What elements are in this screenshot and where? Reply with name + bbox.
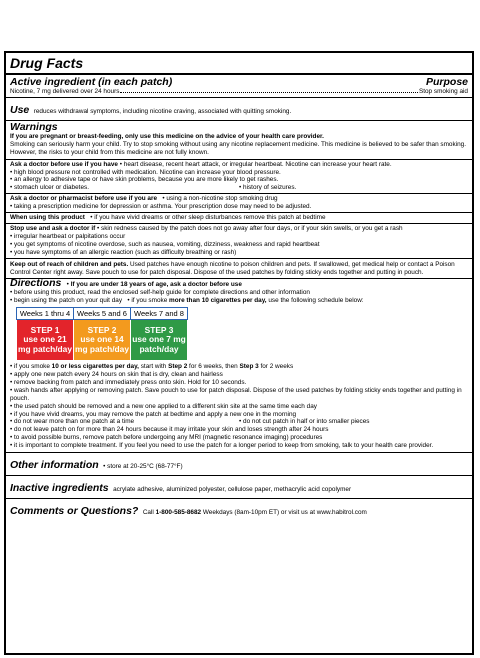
- pregnant-warning-text: Smoking can seriously harm your child. Try to stop smoking without using any nicotine replacement medicine. This medicine is believed to be safer than smoking. However, the risks to your child from this medicine are not fully known.: [10, 140, 466, 156]
- when-using-block: When using this product • if you have vivid dreams or other sleep disturbances remove this patch at bedtime: [6, 213, 472, 224]
- stop-use-item: irregular heartbeat or palpitations occur: [14, 232, 126, 240]
- ask-doctor-label: Ask a doctor before use if you have: [10, 160, 118, 168]
- directions-item: remove backing from patch and immediately press onto skin. Hold for 10 seconds.: [14, 378, 247, 386]
- step-label: STEP 1: [30, 324, 60, 335]
- pregnant-warning-bold: If you are pregnant or breast-feeding, only use this medicine on the advice of your health care provider.: [10, 132, 324, 140]
- active-ingredient-heading: Active ingredient (in each patch): [10, 76, 173, 88]
- directions-line: if you smoke: [14, 363, 50, 371]
- directions-line-bold: Step 3: [239, 363, 259, 371]
- directions-item: if you have vivid dreams, you may remove the patch at bedtime and apply a new one in the morning: [14, 410, 297, 418]
- step-dose: use one 21 mg patch/day: [18, 334, 72, 354]
- purpose-heading: Purpose: [425, 76, 468, 88]
- other-information-section: Other information • store at 20-25°C (68-77°F): [6, 453, 472, 476]
- age-warning: If you are under 18 years of age, ask a doctor before use: [70, 281, 242, 289]
- stop-use-item: you get symptoms of nicotine overdose, such as nausea, vomiting, dizziness, weakness and rapid heartbeat: [14, 240, 320, 248]
- other-information-text: store at 20-25°C (68-77°F): [107, 463, 183, 471]
- week-header: Weeks 7 and 8: [131, 308, 188, 320]
- ask-pharmacist-label: Ask a doctor or pharmacist before use if you are: [10, 195, 158, 203]
- warnings-pregnant-block: [6, 121, 472, 160]
- directions-item: do not leave patch on for more than 24 hours because it may irritate your skin and loses strength after 24 hours: [14, 426, 329, 434]
- step-cell: [74, 320, 131, 361]
- stop-use-item: skin redness caused by the patch does not go away after four days, or if your skin swells, or you get a rash: [101, 224, 403, 232]
- ask-doctor-item: heart disease, recent heart attack, or irregular heartbeat. Nicotine can increase your heart rate.: [123, 160, 392, 168]
- comments-section: [6, 499, 472, 521]
- warnings-section: [6, 121, 472, 280]
- drug-facts-panel: [4, 51, 474, 655]
- ask-doctor-block: Ask a doctor before use if you have • heart disease, recent heart attack, or irregular heartbeat. Nicotine can increase your heart rate. • high blood pressure not controlled with medication. Nicotine can increase your blood pressure. • an allergy to adhesive tape or have skin problems, because you are more likely to get rashes. • stomach ulcer or diabetes. • history of seizures.: [6, 160, 472, 195]
- use-text: reduces withdrawal symptoms, including nicotine craving, associated with quitting smoking.: [33, 107, 292, 115]
- directions-line-bold: more than 10 cigarettes per day,: [169, 297, 267, 305]
- step-label: STEP 2: [87, 324, 117, 335]
- directions-item: do not cut patch in half or into smaller pieces: [243, 418, 370, 426]
- directions-line-bold: 10 or less cigarettes per day,: [51, 363, 139, 371]
- step-cell: [17, 320, 74, 361]
- phone-number: 1-800-585-8682: [155, 509, 202, 517]
- directions-line: for 6 weeks, then: [189, 363, 238, 371]
- directions-item: apply one new patch every 24 hours on skin that is dry, clean and hairless: [14, 371, 223, 379]
- step-cell: [131, 320, 188, 361]
- ask-pharmacist-item: using a non-nicotine stop smoking drug: [166, 195, 278, 203]
- keep-out-text: Used patches have enough nicotine to poison children and pets. If swallowed, get medical help or contact a Poison Control Center right away. Save pouch to use for patch disposal. Dispose of the used patches by folding sticky ends together and putting in pouch.: [10, 260, 455, 276]
- directions-line: use the following schedule below:: [268, 297, 364, 305]
- inactive-ingredients-section: [6, 476, 472, 499]
- leader-dots: [120, 91, 418, 93]
- use-heading: Use: [10, 103, 30, 116]
- directions-line: start with: [140, 363, 167, 371]
- active-ingredient-section: [6, 75, 472, 98]
- step-label: STEP 3: [144, 324, 174, 335]
- dosing-schedule-table: [16, 307, 188, 361]
- when-using-label: When using this product: [10, 214, 85, 222]
- directions-section: Directions • If you are under 18 years of age, ask a doctor before use • before using this product, read the enclosed self-help guide for complete directions and other information • begin using the patch on your quit day • if you smoke more than 10 cigarettes per day, use the following schedule below: Weeks 1 thru 4 Weeks 5 and 6 Weeks 7 and 8 STEP 1 use one 21 mg patch/day STEP 2 use one 14 mg patch/day STEP 3 use one 7 mg patch/day • if you smoke 10 or less cigarettes per day, start with Step 2 for 6 weeks, then Step 3 for 2 weeks • apply one new patch every 24 hours on skin that is dry, clean and hairless • remove backing from patch and immediately press onto skin. Hold for 10 seconds. • wash hands after applying or removing patch. Save pouch to use for patch disposal. Dispose of the used patches by folding sticky ends together and putting in pouch. • the used patch should be removed and a new one applied to a different skin site at the same time each day • if you have vivid dreams, you may remove the patch at bedtime and apply a new one in the morning • do not wear more than one patch at a time • do not cut patch in half or into smaller pieces • do not leave patch on for more than 24 hours because it may irritate your skin and loses strength after 24 hours • to avoid possible burns, remove patch before undergoing any MRI (magnetic resonance imaging) procedures • it is important to complete treatment. If you feel you need to use the patch for a longer period to keep from smoking, talk to your health care provider.: [6, 279, 472, 453]
- ask-pharmacist-block: Ask a doctor or pharmacist before use if you are • using a non-nicotine stop smoking drug • taking a prescription medicine for depression or asthma. Your prescription dose may need to be adjusted.: [6, 194, 472, 213]
- directions-line: if you smoke: [131, 297, 168, 305]
- directions-item: the used patch should be removed and a new one applied to a different skin site at the same time each day: [14, 402, 317, 410]
- stop-use-block: Stop use and ask a doctor if • skin redness caused by the patch does not go away after four days, or if your skin swells, or you get a rash • irregular heartbeat or palpitations occur • you get symptoms of nicotine overdose, such as nausea, vomiting, dizziness, weakness and rapid heartbeat • you have symptoms of an allergic reaction (such as difficulty breathing or rash): [6, 224, 472, 259]
- directions-item: to avoid possible burns, remove patch before undergoing any MRI (magnetic resonance imaging) procedures: [14, 434, 323, 442]
- keep-out-label: Keep out of reach of children and pets.: [10, 260, 129, 268]
- call-label: Call: [142, 509, 154, 517]
- active-ingredient-text: Nicotine, 7 mg delivered over 24 hours: [10, 88, 120, 95]
- directions-heading: Directions: [10, 277, 62, 290]
- ask-doctor-item: an allergy to adhesive tape or have skin problems, because you are more likely to get rashes.: [14, 176, 279, 184]
- when-using-text: if you have vivid dreams or other sleep disturbances remove this patch at bedtime: [94, 214, 326, 222]
- ask-pharmacist-item: taking a prescription medicine for depression or asthma. Your prescription dose may need to be adjusted.: [14, 203, 312, 211]
- inactive-ingredients-heading: Inactive ingredients: [10, 482, 109, 495]
- keep-out-block: [6, 259, 472, 279]
- directions-line: for 2 weeks: [260, 363, 294, 371]
- page-title: Drug Facts: [10, 55, 84, 71]
- directions-line: begin using the patch on your quit day: [14, 297, 123, 305]
- ask-doctor-item: history of seizures.: [243, 184, 297, 192]
- use-section: [6, 98, 472, 121]
- week-header: Weeks 1 thru 4: [17, 308, 74, 320]
- ask-doctor-item: high blood pressure not controlled with medication. Nicotine can increase your blood pressure.: [14, 168, 281, 176]
- other-information-heading: Other information: [10, 459, 99, 472]
- warnings-heading: Warnings: [10, 120, 58, 133]
- directions-item: it is important to complete treatment. If you feel you need to use the patch for a longer period to keep from smoking, talk to your health care provider.: [14, 442, 434, 450]
- ask-doctor-item: stomach ulcer or diabetes.: [14, 184, 89, 192]
- comments-text: Weekdays (8am-10pm ET) or visit us at www.habitrol.com: [202, 509, 367, 517]
- step-dose: use one 14 mg patch/day: [75, 334, 129, 354]
- week-header: Weeks 5 and 6: [74, 308, 131, 320]
- stop-use-item: you have symptoms of an allergic reaction (such as difficulty breathing or rash): [14, 248, 237, 256]
- directions-line: before using this product, read the enclosed self-help guide for complete directions and other information: [14, 289, 310, 297]
- stop-use-label: Stop use and ask a doctor if: [10, 224, 96, 232]
- directions-item: wash hands after applying or removing patch. Save pouch to use for patch disposal. Dispose of the used patches by folding sticky ends together and putting in pouch.: [10, 386, 462, 402]
- inactive-ingredients-text: acrylate adhesive, aluminized polyester, cellulose paper, methacrylic acid copolymer: [113, 486, 352, 494]
- comments-heading: Comments or Questions?: [10, 505, 139, 518]
- title-section: [6, 53, 472, 75]
- purpose-text: Stop smoking aid: [418, 88, 468, 95]
- directions-item: do not wear more than one patch at a time: [14, 418, 135, 426]
- step-dose: use one 7 mg patch/day: [132, 334, 186, 354]
- directions-line-bold: Step 2: [168, 363, 188, 371]
